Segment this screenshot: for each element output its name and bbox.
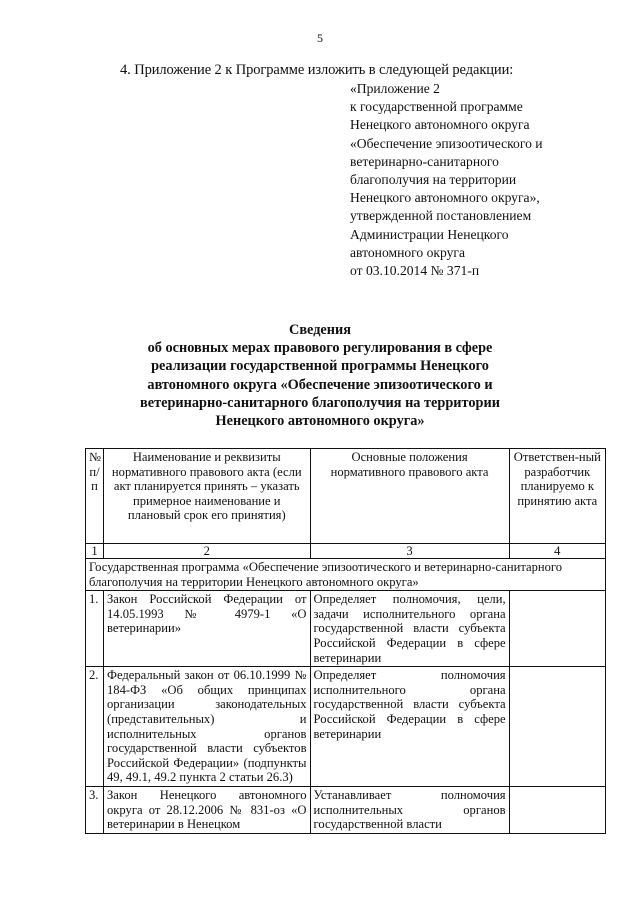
section-title xyxy=(0,321,640,430)
title-line: автономного округа «Обеспечение эпизоотического и xyxy=(147,376,493,393)
appendix-line: от 03.10.2014 № 371-п xyxy=(350,263,480,279)
appendix-line: Администрации Ненецкого xyxy=(350,226,509,242)
title-line: Ненецкого автономного округа» xyxy=(215,413,425,430)
column-number: 2 xyxy=(104,544,311,559)
appendix-line: ветеринарно-санитарного xyxy=(350,153,499,169)
page-number: 5 xyxy=(317,31,323,45)
column-number: 4 xyxy=(509,544,605,559)
header-number: № п/п xyxy=(86,449,104,544)
row-number: 2. xyxy=(86,667,104,787)
header-provisions: Основные положения нормативного правового акта xyxy=(310,449,509,544)
appendix-header xyxy=(350,80,543,280)
program-name-cell: Государственная программа «Обеспечение эпизоотического и ветеринарно-санитарного благополучия на территории Ненецкого автономного округа» xyxy=(86,559,606,591)
header-act-name: Наименование и реквизиты нормативного правового акта (если акт планируется принять – указать примерное наименование и плановый срок его принятия) xyxy=(104,449,311,544)
title-line: Сведения xyxy=(289,322,351,338)
responsible-cell xyxy=(509,591,605,667)
table-row xyxy=(86,786,606,833)
appendix-line: «Обеспечение эпизоотического и xyxy=(350,135,543,151)
item-4-text: 4. Приложение 2 к Программе изложить в следующей редакции: xyxy=(120,62,514,78)
measures-table xyxy=(85,448,606,834)
table-row xyxy=(86,591,606,667)
provisions-cell: Устанавливает полномочия исполнительных органов государственной власти xyxy=(310,786,509,833)
act-cell: Закон Российской Федерации от 14.05.1993 № 4979-1 «О ветеринарии» xyxy=(104,591,311,667)
title-line: об основных мерах правового регулирования в сфере xyxy=(147,340,493,357)
act-cell: Федеральный закон от 06.10.1999 № 184-ФЗ «Об общих принципах организации законодательных (представительных) и исполнительных органов государственной власти субъектов Российской Федерации» (подпункты 49, 49.1, 49.2 пункта 2 статьи 26.3) xyxy=(104,667,311,787)
responsible-cell xyxy=(509,786,605,833)
provisions-cell: Определяет полномочия, цели, задачи исполнительного органа государственной власти субъекта Российской Федерации в сфере ветеринарии xyxy=(310,591,509,667)
column-number-row xyxy=(86,544,606,559)
program-row xyxy=(86,559,606,591)
appendix-line: благополучия на территории xyxy=(350,172,517,188)
column-number: 3 xyxy=(310,544,509,559)
appendix-line: утвержденной постановлением xyxy=(350,208,532,224)
title-line: ветеринарно-санитарного благополучия на территории xyxy=(140,394,500,411)
responsible-cell xyxy=(509,667,605,787)
column-number: 1 xyxy=(86,544,104,559)
appendix-line: Ненецкого автономного округа xyxy=(350,117,530,133)
appendix-line: к государственной программе xyxy=(350,99,523,115)
row-number: 3. xyxy=(86,786,104,833)
table-header-row xyxy=(86,449,606,544)
appendix-line: Ненецкого автономного округа», xyxy=(350,190,540,206)
title-line: реализации государственной программы Ненецкого xyxy=(151,358,489,375)
table-row xyxy=(86,667,606,787)
appendix-line: «Приложение 2 xyxy=(350,81,440,96)
act-cell: Закон Ненецкого автономного округа от 28.12.2006 № 831-оз «О ветеринарии в Ненецком xyxy=(104,786,311,833)
appendix-line: автономного округа xyxy=(350,244,466,260)
row-number: 1. xyxy=(86,591,104,667)
header-responsible: Ответствен-ный разработчик планируемо к принятию акта xyxy=(509,449,605,544)
provisions-cell: Определяет полномочия исполнительного органа государственной власти субъекта Российской Федерации в сфере ветеринарии xyxy=(310,667,509,787)
